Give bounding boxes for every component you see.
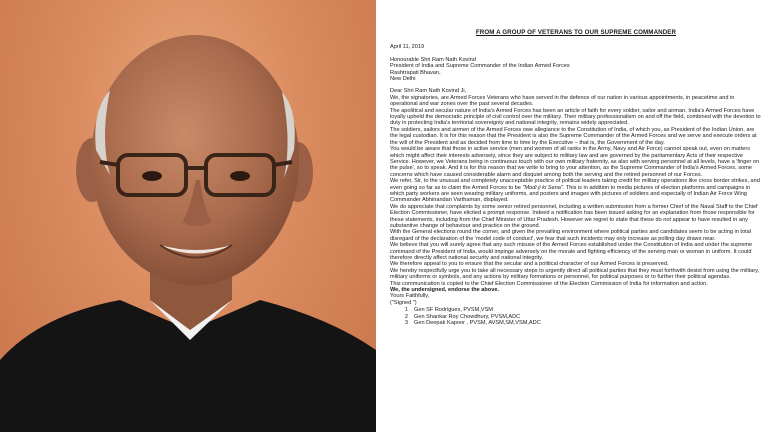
address-line: Honourable Shri Ram Nath Kovind — [390, 56, 476, 63]
paragraph-text: . This is in addition to media pictures of election platforms and campaigns in which party workers are seen wearing military uniforms, and posters and images with pictures of soldiers and especially of Indian Air Force Wing Commander Abhinandan Varthaman, displayed. — [390, 184, 751, 204]
address-line: Rashtrapati Bhavan, — [390, 69, 441, 76]
paragraph: We do appreciate that complaints by some senior retired personnel, including a written submission from a former Chief of the Naval Staff to the Chief Election Commissioner, have elicited a prompt response. Indeed a notification has been issued asking for an explanation from those responsible for these statements, including from the Chief Minister of Uttar Pradesh. However we regret to state that these do not appear to have resulted in any substantive change of behaviour and practice on the ground. — [390, 203, 758, 229]
head-shape — [91, 35, 299, 285]
letter-body — [390, 30, 762, 326]
paragraph: We therefore appeal to you to ensure that the secular and a political character of our Armed Forces is preserved. — [390, 261, 669, 268]
signatory-number: 1 — [404, 307, 408, 314]
paragraph: The soldiers, sailors and airmen of the Armed Forces owe allegiance to the Constitution of India, of which you, as President of the Indian Union, are the legal custodian. It is for this reason that the President is also the Supreme Commander of the Armed Forces and we serve and execute orders at the will of the President and as decided from time to time by the Executive – that is, the Government of the day. — [390, 126, 757, 146]
signatory-name: Gen SF Rodrigues, PVSM,VSM — [414, 307, 493, 314]
address-line: President of India and Supreme Commander of the Indian Armed Forces — [390, 63, 570, 70]
president-photo — [0, 0, 376, 432]
salutation: Dear Shri Ram Nath Kovind Ji, — [390, 88, 467, 95]
letter-document — [382, 0, 768, 432]
signatory-name: Gen Shankar Roy Chowdhury, PVSM,ADC — [414, 313, 521, 320]
address-line: New Delhi — [390, 76, 416, 83]
signatory-name: Gen Deepak Kapoor , PVSM, AVSM,SM,VSM,ADC — [414, 320, 541, 327]
paragraph — [390, 178, 762, 204]
signatory-list — [390, 307, 762, 326]
letter-date: April 11, 2019 — [390, 44, 425, 51]
paragraph: We believe that you will surely agree that any such misuse of the Armed Forces established under the Constitution of India and under the supreme command of the President of India, would impinge adversely on the morale and fighting efficiency of the serving man or woman in uniform. It could therefore directly affect national security and national integrity. — [390, 242, 753, 261]
paragraph: With the General elections round the corner, and given the prevailing environment where political parties and candidates seem to be acting in total disregard of the declaration of the 'model code of conduct', we fear that such incidents may only increase as polling day draws near. — [390, 229, 752, 242]
signed-line: ("Signed ") — [390, 299, 417, 306]
paragraph: We, the signatories, are Armed Forces Veterans who have served in the defence of our nation in various appointments, in peacetime and in operational and war zones over the past several decades. — [390, 94, 735, 108]
paragraph: The apolitical and secular nature of India's Armed Forces has been an article of faith for every soldier, sailor and airman. India's Armed Forces have loyally upheld the democratic principle of civil control over the military. Their military professionalism on and off the field, combined with the devotion to duty in protecting India's territorial sovereignty and national integrity, remains widely appreciated. — [390, 107, 761, 127]
letter-heading: FROM A GROUP OF VETERANS TO OUR SUPREME COMMANDER — [475, 29, 677, 36]
signatory-row — [390, 320, 762, 326]
paragraph-text: We refer, Sir, to the unusual and completely unacceptable practice of political leaders taking credit for military operations like cross border strikes, and even going so far as to claim the Armed Forces to be — [390, 178, 760, 191]
signatory-number: 2 — [404, 313, 408, 320]
paragraph: This communication is copied to the Chief Election Commissioner of the Election Commission of India for information and action. — [390, 280, 708, 287]
signatory-number: 3 — [404, 320, 408, 327]
closing-line: Yours Faithfully, — [390, 293, 430, 300]
paragraph: You would be aware that those in active service (men and women of all ranks in the Army, Navy and Air Force) cannot speak out, even on matters which might affect their interests adversely, since they are subject to military law and are governed by the parliamentary Acts of their respective Service. However, we Veterans being in continuous touch with our own military fraternity, as also with serving personnel at all levels, have a 'finger on the pulse', so to speak. And it is for this reason that we write to bring to your attention, as the Supreme Commander of India's Armed Forces, some concerns which have caused considerable alarm and disquiet among both the serving and the retired personnel of our Forces. — [390, 146, 760, 178]
paragraph: We hereby respectfully urge you to take all necessary steps to urgently direct all political parties that they must forthwith desist from using the military, military uniforms or symbols, and any actions by military formations or personnel, for political purposes or to further their political agendas. — [390, 267, 760, 281]
quote-text: "Modi ji ki Sena" — [522, 184, 563, 191]
portrait-illustration — [0, 0, 376, 432]
endorse-line: We, the undersigned, endorse the above. — [390, 287, 499, 294]
